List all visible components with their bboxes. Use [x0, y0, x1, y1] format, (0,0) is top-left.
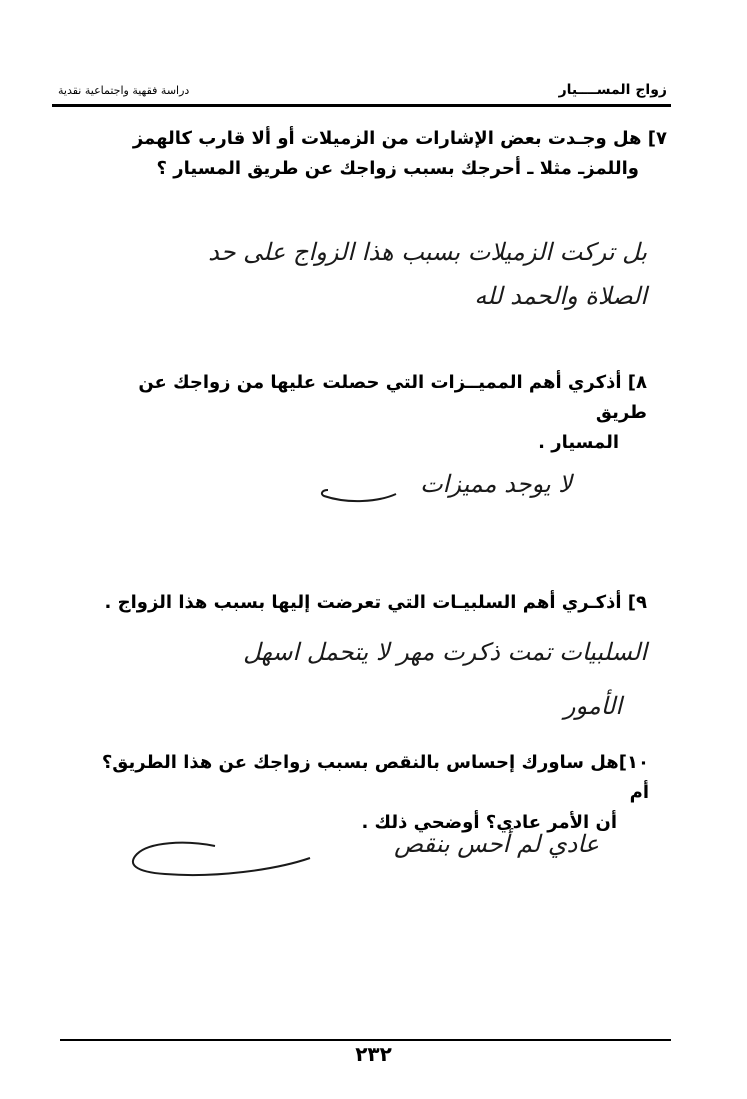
handwritten-answer-7-line-2: الصلاة والحمد لله: [474, 282, 647, 310]
handwritten-answer-10: عادي لم أحس بنقص: [394, 830, 599, 858]
question-9: [87, 588, 647, 618]
question-10-text-1: هل ساورك إحساس بالنقص بسبب زواجك عن هذا الطريق؟أم: [101, 752, 649, 803]
question-7-number: ٧: [656, 128, 667, 149]
bracket: ]: [641, 128, 656, 149]
question-9-number: ٩: [636, 592, 647, 613]
question-10-number: ١٠: [627, 752, 649, 773]
handwritten-answer-8: لا يوجد مميزات: [420, 470, 572, 498]
handwritten-answer-7-line-1: بل تركت الزميلات بسبب هذا الزواج على حد: [208, 238, 647, 266]
page-number: ٢٣٢: [355, 1042, 392, 1066]
question-9-line-1: [87, 588, 647, 618]
question-10-text-2: أن الأمر عادي؟ أوضحي ذلك .: [361, 812, 617, 833]
bracket: ]: [621, 372, 636, 393]
question-8-text-2: المسيار .: [538, 432, 619, 453]
footer-divider: [60, 1039, 671, 1041]
question-8-text-1: أذكري أهم المميــزات التي حصلت عليها من زواجك عن طريق: [138, 372, 647, 423]
question-7: [97, 124, 667, 184]
question-7-text-1: هل وجـدت بعض الإشارات من الزميلات أو ألا قارب كالهمز: [132, 128, 642, 149]
running-header-subtitle: دراسة فقهية واجتماعية نقدية: [58, 84, 190, 97]
question-8-number: ٨: [636, 372, 647, 393]
handwriting-flourish-10: [125, 830, 315, 880]
handwritten-answer-9-line-2: الأمور: [563, 692, 622, 720]
question-8: [87, 368, 647, 458]
question-7-text-2: واللمزـ مثلا ـ أحرجك بسبب زواجك عن طريق المسيار ؟: [156, 158, 639, 179]
running-header-title: زواج المســــيار: [558, 82, 667, 98]
bracket: ]: [621, 592, 636, 613]
question-10: [89, 748, 649, 838]
bracket: ]: [618, 752, 628, 773]
question-9-text-1: أذكـري أهم السلبيـات التي تعرضت إليها بسبب هذا الزواج .: [104, 592, 622, 613]
header-divider: [52, 104, 671, 107]
handwritten-answer-9-line-1: السلبيات تمت ذكرت مهر لا يتحمل اسهل: [243, 638, 647, 666]
question-10-line-1: [89, 748, 649, 808]
question-7-line-1: [97, 124, 667, 154]
handwriting-flourish-8: [318, 476, 398, 506]
question-8-line-1: [87, 368, 647, 428]
